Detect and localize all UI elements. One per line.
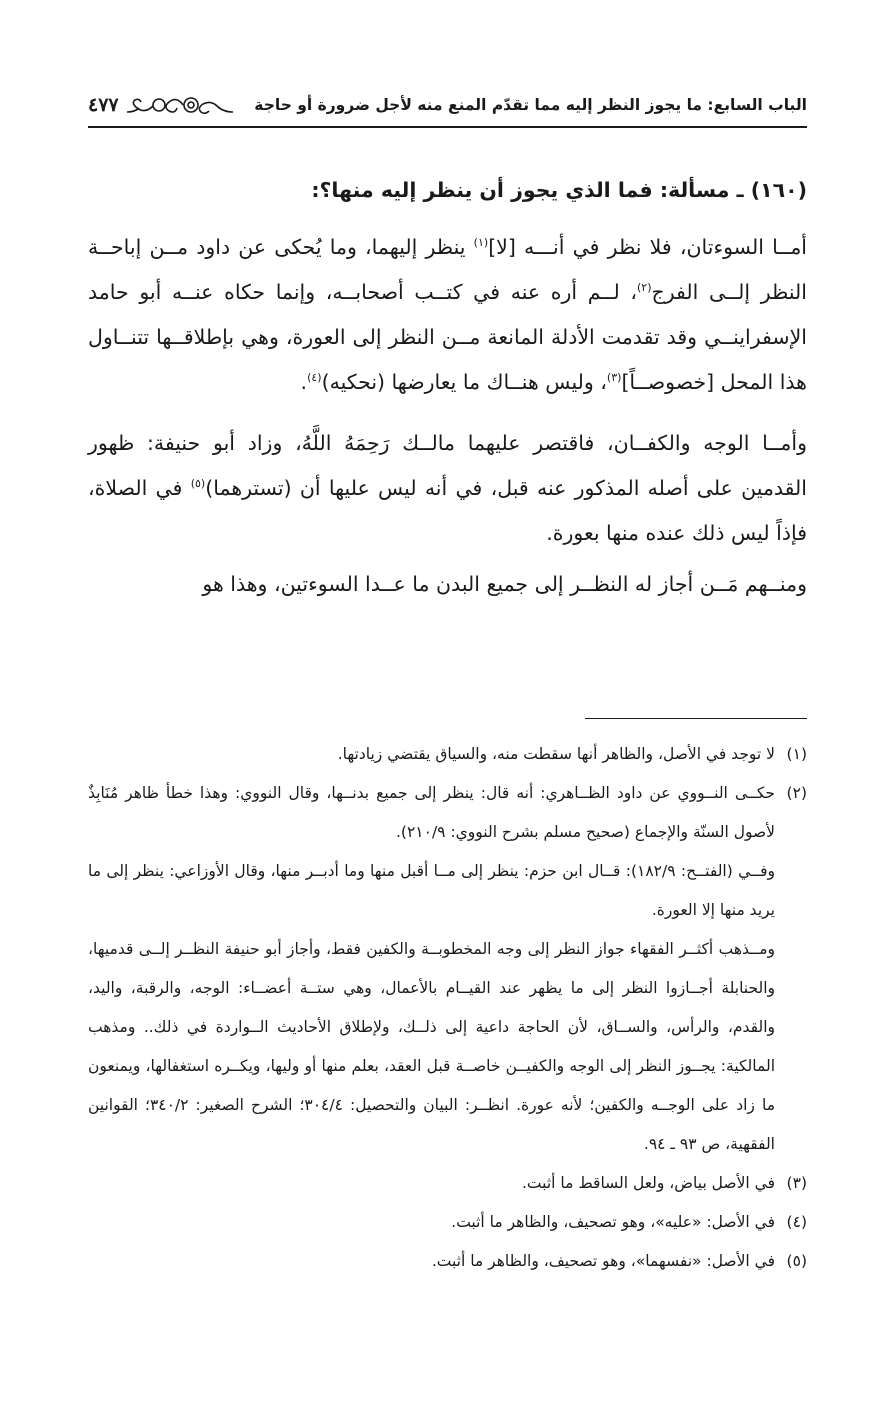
issue-heading: (١٦٠) ـ مسألة: فما الذي يجوز أن ينظر إليه منها؟: [311,178,807,202]
footnote-3 [88,1164,807,1203]
page-number: ٤٧٧ [88,94,119,116]
chapter-title: الباب السابع: ما يجوز النظر إليه مما تقدّم المنع منه لأجل ضرورة أو حاجة [254,96,807,114]
running-header [88,88,807,122]
paragraph-1 [88,225,807,405]
footnote-4 [88,1203,807,1242]
ornament-icon [125,92,235,118]
p1-part-e: . [300,370,308,394]
footnote-ref-3[interactable]: (٣) [606,371,622,385]
footnote-text: في الأصل بياض، ولعل الساقط ما أثبت. [522,1174,775,1192]
footnote-2-continuation-2: ومــذهب أكثــر الفقهاء جواز النظر إلى وجه المخطوبــة والكفين فقط، وأجاز أبو حنيفة النظــر إلــى قدميها، والحنابلة أجــازوا النظر إلى ما يظهر عند القيــام بالأعمال، وهي ستــة أعضــاء: الوجه، والرقبة، واليد، والقدم، والرأس، والســاق، لأن الحاجة داعية إلى ذلــك، ولإطلاق الأحاديث الــواردة في ذلك.. ومذهب المالكية: يجــوز النظر إلى الوجه والكفيــن خاصــة قبل العقد، بعلم منها أو وليها، ويكــره استغفالها، ويمنعون ما زاد على الوجــه والكفين؛ لأنه عورة. انظــر: البيان والتحصيل: ٣٠٤/٤؛ الشرح الصغير: ٣٤٠/٢؛ القوانين الفقهية، ص ٩٣ ـ ٩٤. [88,940,775,1153]
footnote-separator [585,718,807,719]
p1-part-c: ، لــم أره عنه في كتــب أصحابــه، وإنما حكاه عنــه أبو حامد الإسفراينــي وقد تقدمت الأدلة المانعة مــن النظر إلى العورة، وهي بإطلاقــها تتنــاول هذا المحل [خصوصــاً] [88,280,807,394]
footnote-number: (١) [786,745,807,763]
footnote-number: (٣) [786,1174,807,1192]
footnote-text: في الأصل: «عليه»، وهو تصحيف، والظاهر ما أثبت. [451,1213,775,1231]
p1-part-a: أمــا السوءتان، فلا نظر في أنـــه [لا] [488,235,807,259]
footnote-2-continuation-1: وفــي (الفتــح: ١٨٢/٩): قــال ابن حزم: ينظر إلى مــا أقبل منها وما أدبــر منها، وقال الأوزاعي: ينظر إلى ما يريد منها إلا العورة. [88,862,775,919]
main-text [88,168,807,623]
footnote-5 [88,1242,807,1281]
footnote-number: (٤) [786,1213,807,1231]
footnote-number: (٢) [786,784,807,802]
p2-part-a: وأمــا الوجه والكفــان، فاقتصر عليهما مالــك رَحِمَهُ اللَّهُ، وزاد أبو حنيفة: ظهور القدمين على أصله المذكور عنه قبل، في أنه ليس عليها أن (تسترهما) [88,431,807,500]
p2-part-b: في الصلاة، فإذاً ليس ذلك عنده منها بعورة. [88,476,807,545]
p1-part-d: ، وليس هنــاك ما يعارضها (نحكيه) [321,370,607,394]
footnote-ref-2[interactable]: (٢) [636,281,652,295]
p1-part-b: ينظر إليهما، وما يُحكى عن داود مــن إباحــة النظر إلــى الفرج [88,235,807,304]
footnote-ref-1[interactable]: (١) [473,236,489,250]
footnotes [88,735,807,1281]
footnote-2 [88,774,807,852]
footnote-number: (٥) [786,1252,807,1270]
paragraph-2 [88,421,807,556]
footnote-text: في الأصل: «نفسهما»، وهو تصحيف، والظاهر ما أثبت. [431,1252,775,1270]
footnote-ref-5[interactable]: (٥) [190,477,206,491]
footnote-1 [88,735,807,774]
footnote-text: لا توجد في الأصل، والظاهر أنها سقطت منه، والسياق يقتضي زيادتها. [337,745,775,763]
paragraph-3: ومنــهم مَــن أجاز له النظــر إلى جميع البدن ما عــدا السوءتين، وهذا هو [202,572,807,596]
footnote-ref-4[interactable]: (٤) [307,371,322,385]
footnote-text: حكــى النــووي عن داود الظــاهري: أنه قال: ينظر إلى جميع بدنــها، وقال النووي: وهذا خطأ ظاهر مُنَابِذٌ لأصول السنّة والإجماع (صحيح مسلم بشرح النووي: ٢١٠/٩). [88,784,775,841]
header-left-group [88,92,235,118]
header-rule [88,126,807,128]
